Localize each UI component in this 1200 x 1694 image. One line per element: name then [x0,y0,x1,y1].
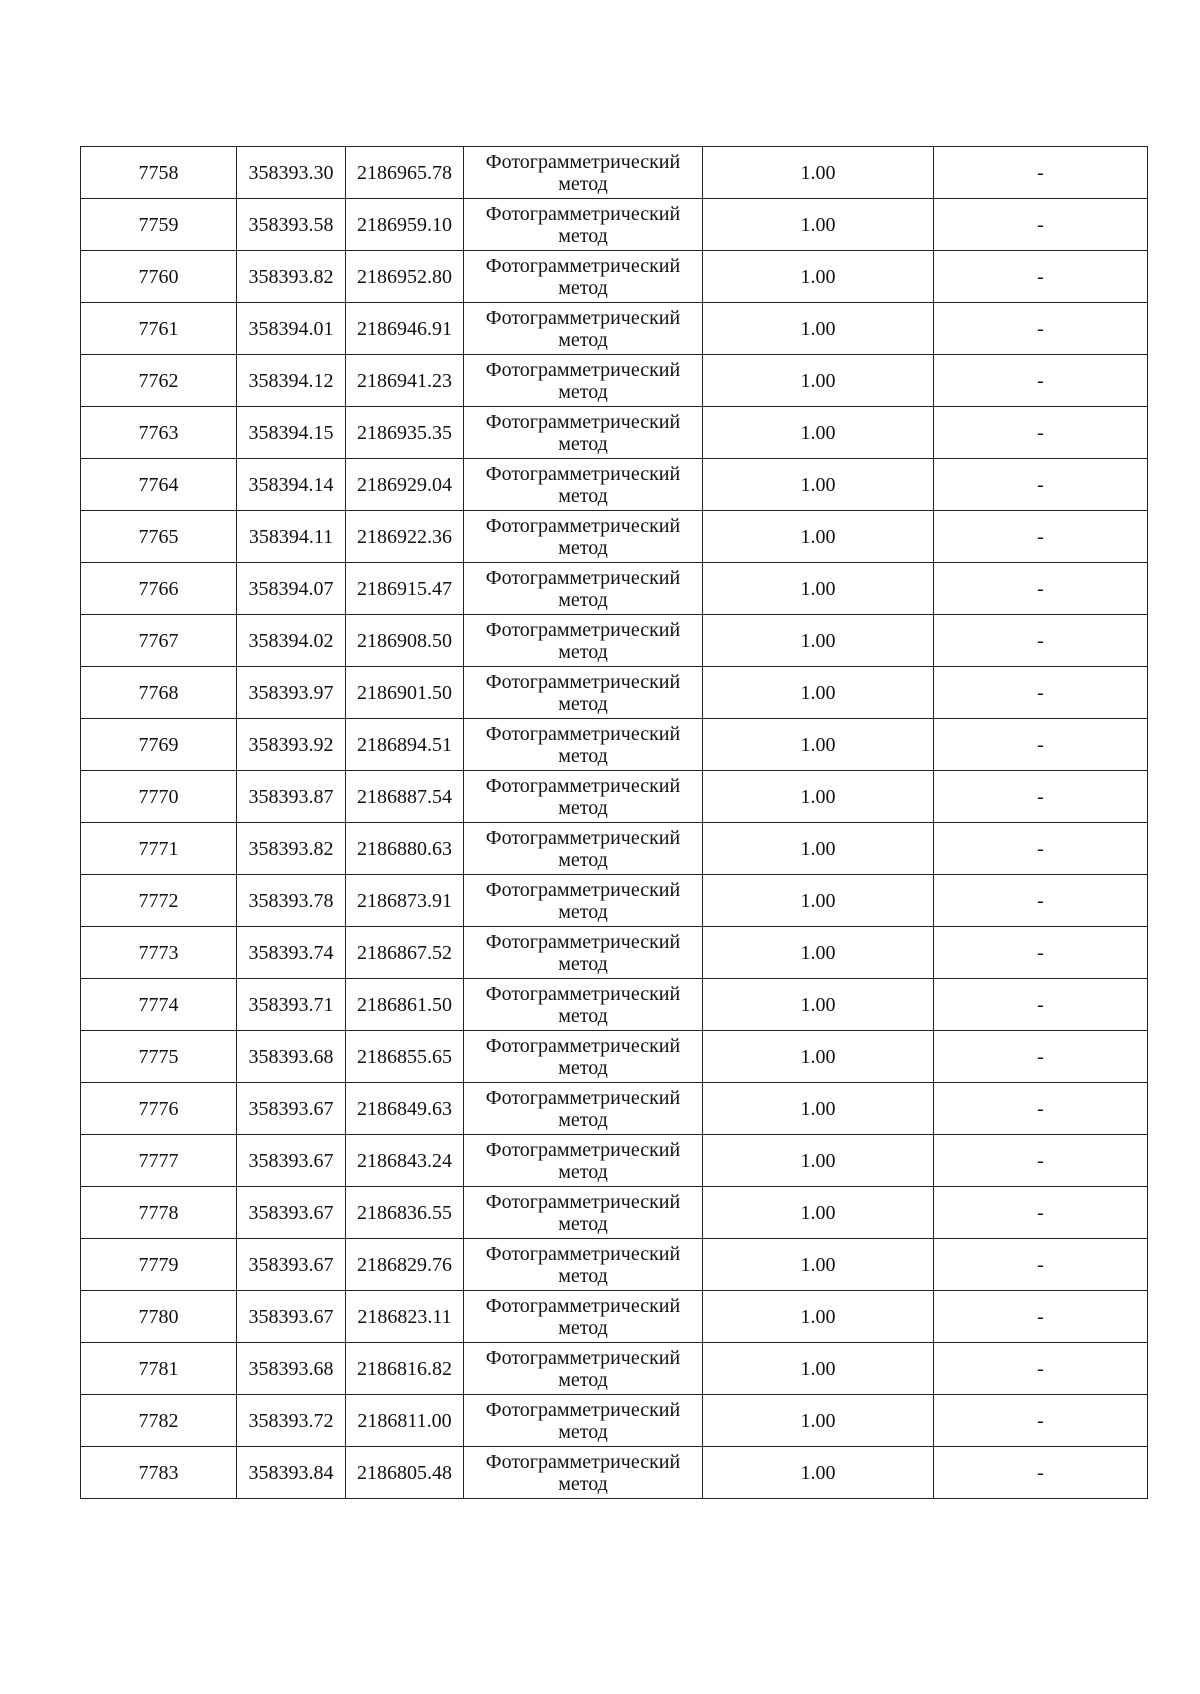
table-row [81,615,1148,667]
y-coordinate-cell: 2186922.36 [346,511,464,563]
method-text-line: метод [558,276,608,299]
point-number-cell: 7759 [81,199,237,251]
x-coordinate-cell: 358393.92 [237,719,346,771]
method-text-line: метод [558,1160,608,1183]
method-cell [464,1291,703,1343]
x-coordinate-cell: 358393.68 [237,1343,346,1395]
table-row [81,199,1148,251]
method-text-line: метод [558,1472,608,1495]
y-coordinate-cell: 2186929.04 [346,459,464,511]
y-coordinate-cell: 2186880.63 [346,823,464,875]
method-cell [464,1447,703,1499]
method-text-line: метод [558,952,608,975]
note-cell: - [934,719,1148,771]
point-number-cell: 7760 [81,251,237,303]
point-number-cell: 7766 [81,563,237,615]
method-cell [464,459,703,511]
point-number-cell: 7758 [81,147,237,199]
accuracy-cell: 1.00 [703,563,934,615]
method-text-line: метод [558,1108,608,1131]
note-cell: - [934,1187,1148,1239]
accuracy-cell: 1.00 [703,615,934,667]
note-cell: - [934,667,1148,719]
note-cell: - [934,1031,1148,1083]
x-coordinate-cell: 358393.82 [237,823,346,875]
accuracy-cell: 1.00 [703,1447,934,1499]
accuracy-cell: 1.00 [703,199,934,251]
method-cell [464,1135,703,1187]
method-text-line: Фотограмметрический [485,722,681,745]
coordinates-table [80,146,1148,1499]
method-text-line: метод [558,224,608,247]
method-text-line: Фотограмметрический [485,1242,681,1265]
method-text-line: Фотограмметрический [485,1398,681,1421]
method-text-line: метод [558,796,608,819]
table-row [81,511,1148,563]
method-text-line: Фотограмметрический [485,462,681,485]
method-text-line: метод [558,640,608,663]
y-coordinate-cell: 2186894.51 [346,719,464,771]
note-cell: - [934,147,1148,199]
note-cell: - [934,1083,1148,1135]
method-text-line: метод [558,588,608,611]
table-row [81,1447,1148,1499]
method-text-line: метод [558,1212,608,1235]
point-number-cell: 7783 [81,1447,237,1499]
note-cell: - [934,979,1148,1031]
note-cell: - [934,251,1148,303]
method-text-line: Фотограмметрический [485,254,681,277]
y-coordinate-cell: 2186867.52 [346,927,464,979]
method-text-line: Фотограмметрический [485,826,681,849]
point-number-cell: 7761 [81,303,237,355]
method-text-line: Фотограмметрический [485,202,681,225]
table-row [81,1291,1148,1343]
x-coordinate-cell: 358393.67 [237,1187,346,1239]
y-coordinate-cell: 2186946.91 [346,303,464,355]
method-cell [464,823,703,875]
table-row [81,251,1148,303]
method-text-line: Фотограмметрический [485,774,681,797]
method-cell [464,1343,703,1395]
table-row [81,1239,1148,1291]
note-cell: - [934,1343,1148,1395]
accuracy-cell: 1.00 [703,147,934,199]
y-coordinate-cell: 2186965.78 [346,147,464,199]
table-row [81,1135,1148,1187]
method-text-line: Фотограмметрический [485,1138,681,1161]
method-text-line: метод [558,1420,608,1443]
point-number-cell: 7771 [81,823,237,875]
y-coordinate-cell: 2186952.80 [346,251,464,303]
point-number-cell: 7779 [81,1239,237,1291]
x-coordinate-cell: 358394.14 [237,459,346,511]
method-cell [464,979,703,1031]
y-coordinate-cell: 2186816.82 [346,1343,464,1395]
y-coordinate-cell: 2186901.50 [346,667,464,719]
note-cell: - [934,1395,1148,1447]
method-text-line: Фотограмметрический [485,410,681,433]
table-row [81,1395,1148,1447]
x-coordinate-cell: 358393.71 [237,979,346,1031]
method-cell [464,615,703,667]
note-cell: - [934,459,1148,511]
table-row [81,719,1148,771]
x-coordinate-cell: 358393.84 [237,1447,346,1499]
table-row [81,355,1148,407]
accuracy-cell: 1.00 [703,1343,934,1395]
y-coordinate-cell: 2186908.50 [346,615,464,667]
accuracy-cell: 1.00 [703,771,934,823]
accuracy-cell: 1.00 [703,1291,934,1343]
y-coordinate-cell: 2186935.35 [346,407,464,459]
y-coordinate-cell: 2186805.48 [346,1447,464,1499]
accuracy-cell: 1.00 [703,1083,934,1135]
method-text-line: Фотограмметрический [485,306,681,329]
accuracy-cell: 1.00 [703,1239,934,1291]
method-cell [464,1395,703,1447]
y-coordinate-cell: 2186829.76 [346,1239,464,1291]
method-cell [464,199,703,251]
method-text-line: метод [558,380,608,403]
method-cell [464,719,703,771]
method-text-line: метод [558,1368,608,1391]
point-number-cell: 7768 [81,667,237,719]
point-number-cell: 7770 [81,771,237,823]
method-text-line: Фотограмметрический [485,670,681,693]
accuracy-cell: 1.00 [703,355,934,407]
x-coordinate-cell: 358393.67 [237,1135,346,1187]
method-text-line: Фотограмметрический [485,358,681,381]
note-cell: - [934,199,1148,251]
point-number-cell: 7782 [81,1395,237,1447]
x-coordinate-cell: 358393.30 [237,147,346,199]
x-coordinate-cell: 358393.67 [237,1083,346,1135]
table-row [81,875,1148,927]
method-text-line: метод [558,744,608,767]
table-row [81,1083,1148,1135]
y-coordinate-cell: 2186873.91 [346,875,464,927]
note-cell: - [934,407,1148,459]
method-text-line: метод [558,1056,608,1079]
table-row [81,1343,1148,1395]
y-coordinate-cell: 2186861.50 [346,979,464,1031]
point-number-cell: 7777 [81,1135,237,1187]
note-cell: - [934,927,1148,979]
x-coordinate-cell: 358393.78 [237,875,346,927]
method-text-line: Фотограмметрический [485,618,681,641]
note-cell: - [934,355,1148,407]
x-coordinate-cell: 358394.12 [237,355,346,407]
table-row [81,147,1148,199]
method-cell [464,407,703,459]
x-coordinate-cell: 358393.72 [237,1395,346,1447]
method-text-line: метод [558,328,608,351]
table-row [81,771,1148,823]
table-row [81,407,1148,459]
point-number-cell: 7762 [81,355,237,407]
method-text-line: Фотограмметрический [485,150,681,173]
accuracy-cell: 1.00 [703,511,934,563]
x-coordinate-cell: 358393.67 [237,1239,346,1291]
table-row [81,459,1148,511]
note-cell: - [934,823,1148,875]
method-text-line: метод [558,692,608,715]
table-row [81,563,1148,615]
point-number-cell: 7763 [81,407,237,459]
method-cell [464,875,703,927]
method-text-line: Фотограмметрический [485,1294,681,1317]
note-cell: - [934,1447,1148,1499]
accuracy-cell: 1.00 [703,1135,934,1187]
table-row [81,927,1148,979]
method-cell [464,1083,703,1135]
point-number-cell: 7775 [81,1031,237,1083]
method-text-line: метод [558,1264,608,1287]
method-cell [464,667,703,719]
method-text-line: Фотограмметрический [485,878,681,901]
x-coordinate-cell: 358393.67 [237,1291,346,1343]
point-number-cell: 7773 [81,927,237,979]
accuracy-cell: 1.00 [703,459,934,511]
method-text-line: Фотограмметрический [485,1034,681,1057]
note-cell: - [934,1239,1148,1291]
method-text-line: Фотограмметрический [485,1450,681,1473]
note-cell: - [934,771,1148,823]
accuracy-cell: 1.00 [703,927,934,979]
coordinates-table-body [81,147,1148,1499]
y-coordinate-cell: 2186941.23 [346,355,464,407]
point-number-cell: 7774 [81,979,237,1031]
method-cell [464,251,703,303]
method-text-line: метод [558,1004,608,1027]
method-cell [464,355,703,407]
x-coordinate-cell: 358394.07 [237,563,346,615]
point-number-cell: 7776 [81,1083,237,1135]
method-text-line: Фотограмметрический [485,930,681,953]
x-coordinate-cell: 358394.15 [237,407,346,459]
accuracy-cell: 1.00 [703,1187,934,1239]
x-coordinate-cell: 358393.97 [237,667,346,719]
table-row [81,1187,1148,1239]
method-cell [464,1239,703,1291]
y-coordinate-cell: 2186849.63 [346,1083,464,1135]
table-row [81,667,1148,719]
point-number-cell: 7781 [81,1343,237,1395]
method-text-line: Фотограмметрический [485,1086,681,1109]
method-cell [464,927,703,979]
point-number-cell: 7780 [81,1291,237,1343]
method-cell [464,1187,703,1239]
x-coordinate-cell: 358393.58 [237,199,346,251]
x-coordinate-cell: 358393.87 [237,771,346,823]
note-cell: - [934,511,1148,563]
method-cell [464,147,703,199]
accuracy-cell: 1.00 [703,875,934,927]
note-cell: - [934,303,1148,355]
note-cell: - [934,1291,1148,1343]
x-coordinate-cell: 358394.02 [237,615,346,667]
method-cell [464,1031,703,1083]
y-coordinate-cell: 2186887.54 [346,771,464,823]
method-text-line: метод [558,484,608,507]
x-coordinate-cell: 358393.74 [237,927,346,979]
note-cell: - [934,875,1148,927]
accuracy-cell: 1.00 [703,823,934,875]
method-text-line: метод [558,536,608,559]
accuracy-cell: 1.00 [703,979,934,1031]
y-coordinate-cell: 2186811.00 [346,1395,464,1447]
table-row [81,303,1148,355]
y-coordinate-cell: 2186843.24 [346,1135,464,1187]
accuracy-cell: 1.00 [703,719,934,771]
method-text-line: Фотограмметрический [485,1346,681,1369]
point-number-cell: 7765 [81,511,237,563]
x-coordinate-cell: 358394.11 [237,511,346,563]
method-text-line: метод [558,848,608,871]
accuracy-cell: 1.00 [703,1395,934,1447]
y-coordinate-cell: 2186959.10 [346,199,464,251]
accuracy-cell: 1.00 [703,251,934,303]
accuracy-cell: 1.00 [703,1031,934,1083]
y-coordinate-cell: 2186823.11 [346,1291,464,1343]
point-number-cell: 7767 [81,615,237,667]
x-coordinate-cell: 358393.82 [237,251,346,303]
y-coordinate-cell: 2186836.55 [346,1187,464,1239]
y-coordinate-cell: 2186915.47 [346,563,464,615]
note-cell: - [934,615,1148,667]
note-cell: - [934,563,1148,615]
method-text-line: метод [558,432,608,455]
x-coordinate-cell: 358393.68 [237,1031,346,1083]
table-row [81,979,1148,1031]
table-row [81,1031,1148,1083]
point-number-cell: 7772 [81,875,237,927]
point-number-cell: 7769 [81,719,237,771]
accuracy-cell: 1.00 [703,667,934,719]
accuracy-cell: 1.00 [703,303,934,355]
method-text-line: метод [558,900,608,923]
method-text-line: Фотограмметрический [485,1190,681,1213]
point-number-cell: 7778 [81,1187,237,1239]
x-coordinate-cell: 358394.01 [237,303,346,355]
method-cell [464,771,703,823]
method-text-line: метод [558,1316,608,1339]
y-coordinate-cell: 2186855.65 [346,1031,464,1083]
method-cell [464,511,703,563]
table-row [81,823,1148,875]
accuracy-cell: 1.00 [703,407,934,459]
method-text-line: Фотограмметрический [485,566,681,589]
method-text-line: Фотограмметрический [485,982,681,1005]
method-text-line: метод [558,172,608,195]
point-number-cell: 7764 [81,459,237,511]
method-cell [464,303,703,355]
method-text-line: Фотограмметрический [485,514,681,537]
note-cell: - [934,1135,1148,1187]
method-cell [464,563,703,615]
